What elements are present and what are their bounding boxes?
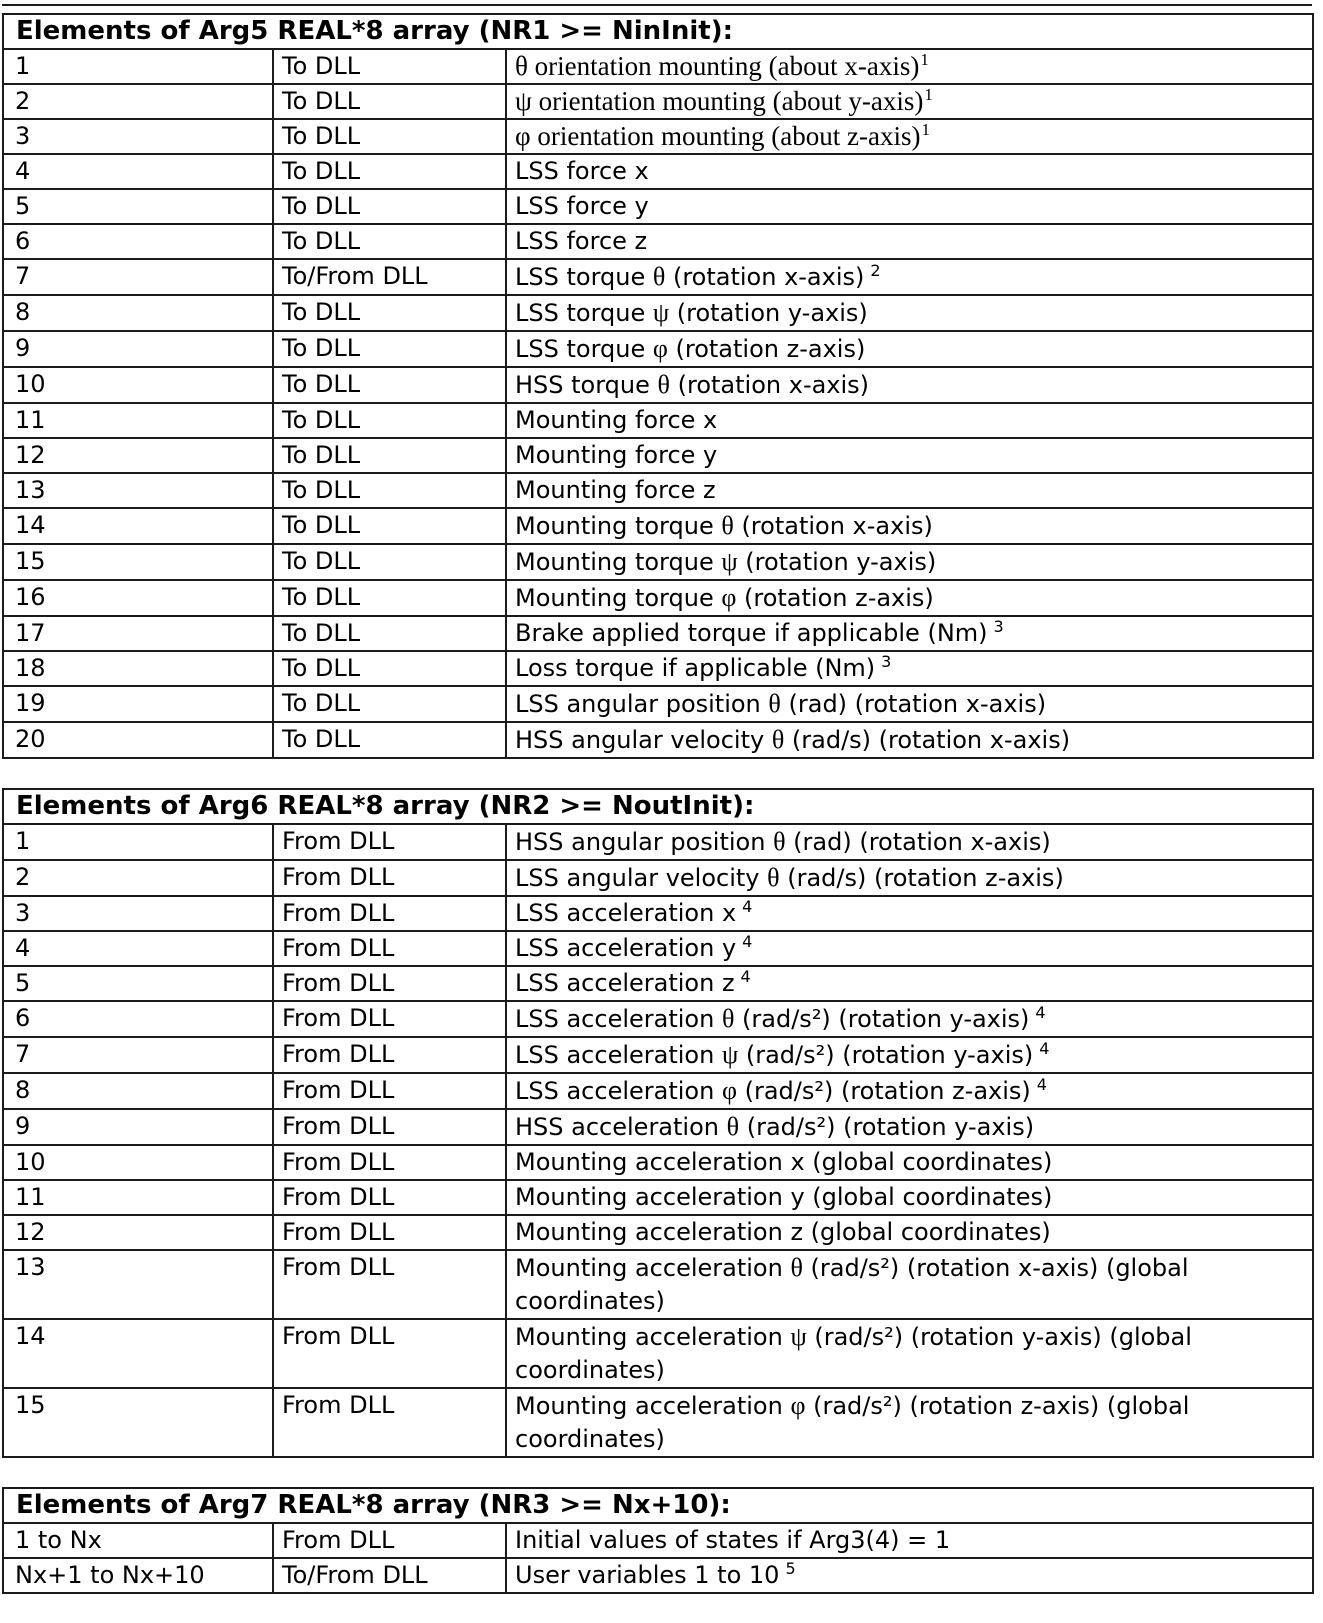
element-index-cell: 19 [3, 686, 273, 722]
greek-letter: θ [771, 725, 785, 754]
description-text: ψ orientation mounting (about y-axis) [515, 86, 924, 116]
direction-cell: To DLL [273, 295, 506, 331]
element-index-cell: 11 [3, 1180, 273, 1215]
greek-letter: θ [773, 827, 786, 856]
table-row [3, 403, 1313, 438]
description-cell [506, 295, 1313, 331]
description-cell [506, 824, 1313, 860]
footnote-superscript: 3 [993, 617, 1004, 636]
direction-cell: To DLL [273, 686, 506, 722]
element-index-cell: 1 to Nx [3, 1523, 273, 1558]
footnote-superscript: 4 [1035, 1003, 1046, 1022]
table-row [3, 1215, 1313, 1250]
element-index-cell: 3 [3, 119, 273, 154]
description-text: Mounting force y [515, 441, 718, 469]
table-title: Elements of Arg6 REAL*8 array (NR2 >= NoutInit): [3, 789, 1313, 824]
description-cell [506, 931, 1313, 966]
description-text: LSS force x [515, 157, 649, 185]
greek-letter: θ [790, 1253, 803, 1282]
description-text: LSS angular position θ (rad) (rotation x-axis) [515, 689, 1047, 718]
element-index-cell: 15 [3, 1388, 273, 1457]
element-index-cell: 14 [3, 1319, 273, 1388]
table-row [3, 966, 1313, 1001]
description-text: LSS force z [515, 227, 648, 255]
table-title: Elements of Arg5 REAL*8 array (NR1 >= NinInit): [3, 14, 1313, 49]
direction-cell: From DLL [273, 1109, 506, 1145]
direction-cell: To DLL [273, 722, 506, 758]
greek-letter: θ [721, 1004, 735, 1033]
greek-letter: ψ [721, 1040, 739, 1069]
table-row [3, 580, 1313, 616]
description-text: LSS acceleration θ (rad/s²) (rotation y-axis) [515, 1004, 1030, 1033]
description-cell [506, 1215, 1313, 1250]
element-index-cell: 4 [3, 154, 273, 189]
table-row [3, 860, 1313, 896]
element-index-cell: 10 [3, 1145, 273, 1180]
table-title: Elements of Arg7 REAL*8 array (NR3 >= Nx+10): [3, 1488, 1313, 1523]
description-cell [506, 686, 1313, 722]
footnote-superscript: 4 [1039, 1039, 1050, 1058]
element-index-cell: 17 [3, 616, 273, 651]
table-row [3, 84, 1313, 119]
element-index-cell: 1 [3, 49, 273, 84]
description-cell [506, 259, 1313, 295]
element-index-cell: 14 [3, 508, 273, 544]
description-cell [506, 1145, 1313, 1180]
direction-cell: From DLL [273, 966, 506, 1001]
table-row [3, 1001, 1313, 1037]
element-index-cell: 2 [3, 860, 273, 896]
element-index-cell: 13 [3, 473, 273, 508]
description-cell [506, 1073, 1313, 1109]
description-text: Mounting acceleration z (global coordinates) [515, 1218, 1051, 1246]
table-row [3, 1388, 1313, 1457]
arg-elements-table [2, 13, 1314, 759]
description-cell [506, 1319, 1313, 1388]
table-row [3, 119, 1313, 154]
description-cell [506, 367, 1313, 403]
direction-cell: To/From DLL [273, 1558, 506, 1593]
element-index-cell: 11 [3, 403, 273, 438]
element-index-cell: 7 [3, 259, 273, 295]
table-header-row [3, 789, 1313, 824]
footnote-superscript: 1 [920, 50, 929, 69]
element-index-cell: 9 [3, 1109, 273, 1145]
greek-letter: θ [657, 370, 670, 399]
greek-letter: θ [652, 262, 666, 291]
element-index-cell: 13 [3, 1250, 273, 1319]
description-text: Mounting force x [515, 406, 718, 434]
table-row [3, 508, 1313, 544]
direction-cell: From DLL [273, 1388, 506, 1457]
table-row [3, 438, 1313, 473]
table-header-row [3, 14, 1313, 49]
description-cell [506, 1250, 1313, 1319]
description-cell [506, 722, 1313, 758]
table-row [3, 616, 1313, 651]
table-row [3, 259, 1313, 295]
element-index-cell: 12 [3, 438, 273, 473]
element-index-cell: 9 [3, 331, 273, 367]
description-text: LSS torque φ (rotation z-axis) [515, 334, 866, 363]
table-row [3, 824, 1313, 860]
element-index-cell: 5 [3, 189, 273, 224]
description-cell [506, 1109, 1313, 1145]
table-row [3, 1250, 1313, 1319]
element-index-cell: 10 [3, 367, 273, 403]
description-cell [506, 508, 1313, 544]
table-row [3, 1558, 1313, 1593]
direction-cell: To/From DLL [273, 259, 506, 295]
description-text: LSS acceleration y [515, 934, 737, 962]
direction-cell: To DLL [273, 508, 506, 544]
element-index-cell: 2 [3, 84, 273, 119]
arg-elements-table [2, 788, 1314, 1458]
direction-cell: From DLL [273, 1180, 506, 1215]
description-cell [506, 651, 1313, 686]
top-divider-line [2, 4, 1312, 6]
table-row [3, 1073, 1313, 1109]
description-cell [506, 438, 1313, 473]
direction-cell: From DLL [273, 1145, 506, 1180]
direction-cell: From DLL [273, 1250, 506, 1319]
description-text: φ orientation mounting (about z-axis) [515, 121, 921, 151]
greek-letter: ψ [652, 298, 670, 327]
direction-cell: From DLL [273, 860, 506, 896]
description-text: Mounting acceleration x (global coordinates) [515, 1148, 1053, 1176]
description-text: Mounting force z [515, 476, 716, 504]
direction-cell: From DLL [273, 1523, 506, 1558]
description-text: HSS angular position θ (rad) (rotation x-axis) [515, 827, 1051, 856]
description-text: LSS acceleration φ (rad/s²) (rotation z-axis) [515, 1076, 1031, 1105]
description-cell [506, 1523, 1313, 1558]
direction-cell: From DLL [273, 1319, 506, 1388]
direction-cell: From DLL [273, 1215, 506, 1250]
description-cell [506, 331, 1313, 367]
direction-cell: To DLL [273, 544, 506, 580]
footnote-superscript: 5 [785, 1559, 796, 1578]
footnote-superscript: 4 [742, 897, 753, 916]
description-cell [506, 544, 1313, 580]
element-index-cell: 20 [3, 722, 273, 758]
description-cell [506, 403, 1313, 438]
direction-cell: From DLL [273, 824, 506, 860]
direction-cell: From DLL [273, 1073, 506, 1109]
greek-letter: φ [721, 1076, 737, 1105]
description-text: Mounting acceleration θ (rad/s²) (rotation x-axis) (global coordinates) [515, 1253, 1189, 1315]
table-row [3, 367, 1313, 403]
element-index-cell: 18 [3, 651, 273, 686]
description-text: Mounting acceleration φ (rad/s²) (rotation z-axis) (global coordinates) [515, 1391, 1190, 1453]
description-text: LSS angular velocity θ (rad/s) (rotation z-axis) [515, 863, 1064, 892]
description-cell [506, 580, 1313, 616]
greek-letter: φ [790, 1391, 806, 1420]
element-index-cell: 7 [3, 1037, 273, 1073]
direction-cell: To DLL [273, 331, 506, 367]
description-cell [506, 224, 1313, 259]
table-row [3, 931, 1313, 966]
footnote-superscript: 1 [924, 85, 933, 104]
footnote-superscript: 3 [881, 652, 892, 671]
description-text: LSS torque ψ (rotation y-axis) [515, 298, 868, 327]
table-row [3, 224, 1313, 259]
greek-letter: θ [767, 863, 780, 892]
direction-cell: To DLL [273, 616, 506, 651]
direction-cell: From DLL [273, 1037, 506, 1073]
table-row [3, 544, 1313, 580]
element-index-cell: 8 [3, 1073, 273, 1109]
description-text: LSS force y [515, 192, 649, 220]
description-text: LSS torque θ (rotation x-axis) [515, 262, 865, 291]
direction-cell: To DLL [273, 84, 506, 119]
arg-elements-table [2, 1487, 1314, 1594]
description-cell [506, 860, 1313, 896]
table-row [3, 722, 1313, 758]
description-cell [506, 1388, 1313, 1457]
table-row [3, 1037, 1313, 1073]
direction-cell: To DLL [273, 473, 506, 508]
element-index-cell: 15 [3, 544, 273, 580]
description-text: Initial values of states if Arg3(4) = 1 [515, 1526, 951, 1554]
greek-letter: θ [721, 511, 734, 540]
description-text: Loss torque if applicable (Nm) [515, 654, 876, 682]
element-index-cell: 6 [3, 1001, 273, 1037]
description-text: Mounting torque θ (rotation x-axis) [515, 511, 933, 540]
description-text: θ orientation mounting (about x-axis) [515, 51, 920, 81]
element-index-cell: 5 [3, 966, 273, 1001]
description-cell [506, 1558, 1313, 1593]
direction-cell: From DLL [273, 1001, 506, 1037]
direction-cell: To DLL [273, 403, 506, 438]
element-index-cell: 1 [3, 824, 273, 860]
description-cell [506, 473, 1313, 508]
table-row [3, 1109, 1313, 1145]
description-cell [506, 119, 1313, 154]
description-text: LSS acceleration ψ (rad/s²) (rotation y-axis) [515, 1040, 1034, 1069]
description-text: LSS acceleration z [515, 969, 735, 997]
description-text: User variables 1 to 10 [515, 1561, 780, 1589]
description-cell [506, 896, 1313, 931]
direction-cell: To DLL [273, 651, 506, 686]
table-row [3, 154, 1313, 189]
table-row [3, 295, 1313, 331]
direction-cell: From DLL [273, 896, 506, 931]
element-index-cell: 8 [3, 295, 273, 331]
table-row [3, 1523, 1313, 1558]
footnote-superscript: 1 [921, 120, 930, 139]
greek-letter: θ [726, 1112, 740, 1141]
tables-container [2, 13, 1312, 1623]
greek-letter: φ [721, 583, 737, 612]
direction-cell: To DLL [273, 189, 506, 224]
description-cell [506, 1180, 1313, 1215]
element-index-cell: 16 [3, 580, 273, 616]
direction-cell: To DLL [273, 119, 506, 154]
greek-letter: ψ [721, 547, 738, 576]
description-cell [506, 189, 1313, 224]
element-index-cell: 4 [3, 931, 273, 966]
description-cell [506, 154, 1313, 189]
description-text: Mounting torque ψ (rotation y-axis) [515, 547, 937, 576]
direction-cell: To DLL [273, 224, 506, 259]
description-text: Brake applied torque if applicable (Nm) [515, 619, 988, 647]
table-header-row [3, 1488, 1313, 1523]
description-text: LSS acceleration x [515, 899, 737, 927]
description-cell [506, 1037, 1313, 1073]
description-cell [506, 966, 1313, 1001]
table-row [3, 1319, 1313, 1388]
direction-cell: From DLL [273, 931, 506, 966]
direction-cell: To DLL [273, 580, 506, 616]
table-row [3, 189, 1313, 224]
greek-letter: θ [768, 689, 781, 718]
table-row [3, 1180, 1313, 1215]
greek-letter: ψ [790, 1322, 807, 1351]
table-row [3, 896, 1313, 931]
description-cell [506, 84, 1313, 119]
element-index-cell: 6 [3, 224, 273, 259]
element-index-cell: 12 [3, 1215, 273, 1250]
greek-letter: φ [652, 334, 668, 363]
footnote-superscript: 4 [740, 967, 751, 986]
footnote-superscript: 4 [742, 932, 753, 951]
element-index-cell: 3 [3, 896, 273, 931]
direction-cell: To DLL [273, 154, 506, 189]
description-cell [506, 616, 1313, 651]
table-row [3, 1145, 1313, 1180]
table-row [3, 686, 1313, 722]
table-row [3, 49, 1313, 84]
table-row [3, 331, 1313, 367]
description-cell [506, 49, 1313, 84]
description-text: Mounting torque φ (rotation z-axis) [515, 583, 934, 612]
direction-cell: To DLL [273, 438, 506, 473]
table-row [3, 473, 1313, 508]
table-row [3, 651, 1313, 686]
footnote-superscript: 4 [1036, 1075, 1047, 1094]
description-text: Mounting acceleration ψ (rad/s²) (rotation y-axis) (global coordinates) [515, 1322, 1192, 1384]
description-text: HSS torque θ (rotation x-axis) [515, 370, 870, 399]
description-cell [506, 1001, 1313, 1037]
direction-cell: To DLL [273, 367, 506, 403]
description-text: HSS angular velocity θ (rad/s) (rotation x-axis) [515, 725, 1071, 754]
description-text: Mounting acceleration y (global coordinates) [515, 1183, 1053, 1211]
element-index-cell: Nx+1 to Nx+10 [3, 1558, 273, 1593]
footnote-superscript: 2 [870, 261, 881, 280]
direction-cell: To DLL [273, 49, 506, 84]
description-text: HSS acceleration θ (rad/s²) (rotation y-axis) [515, 1112, 1035, 1141]
